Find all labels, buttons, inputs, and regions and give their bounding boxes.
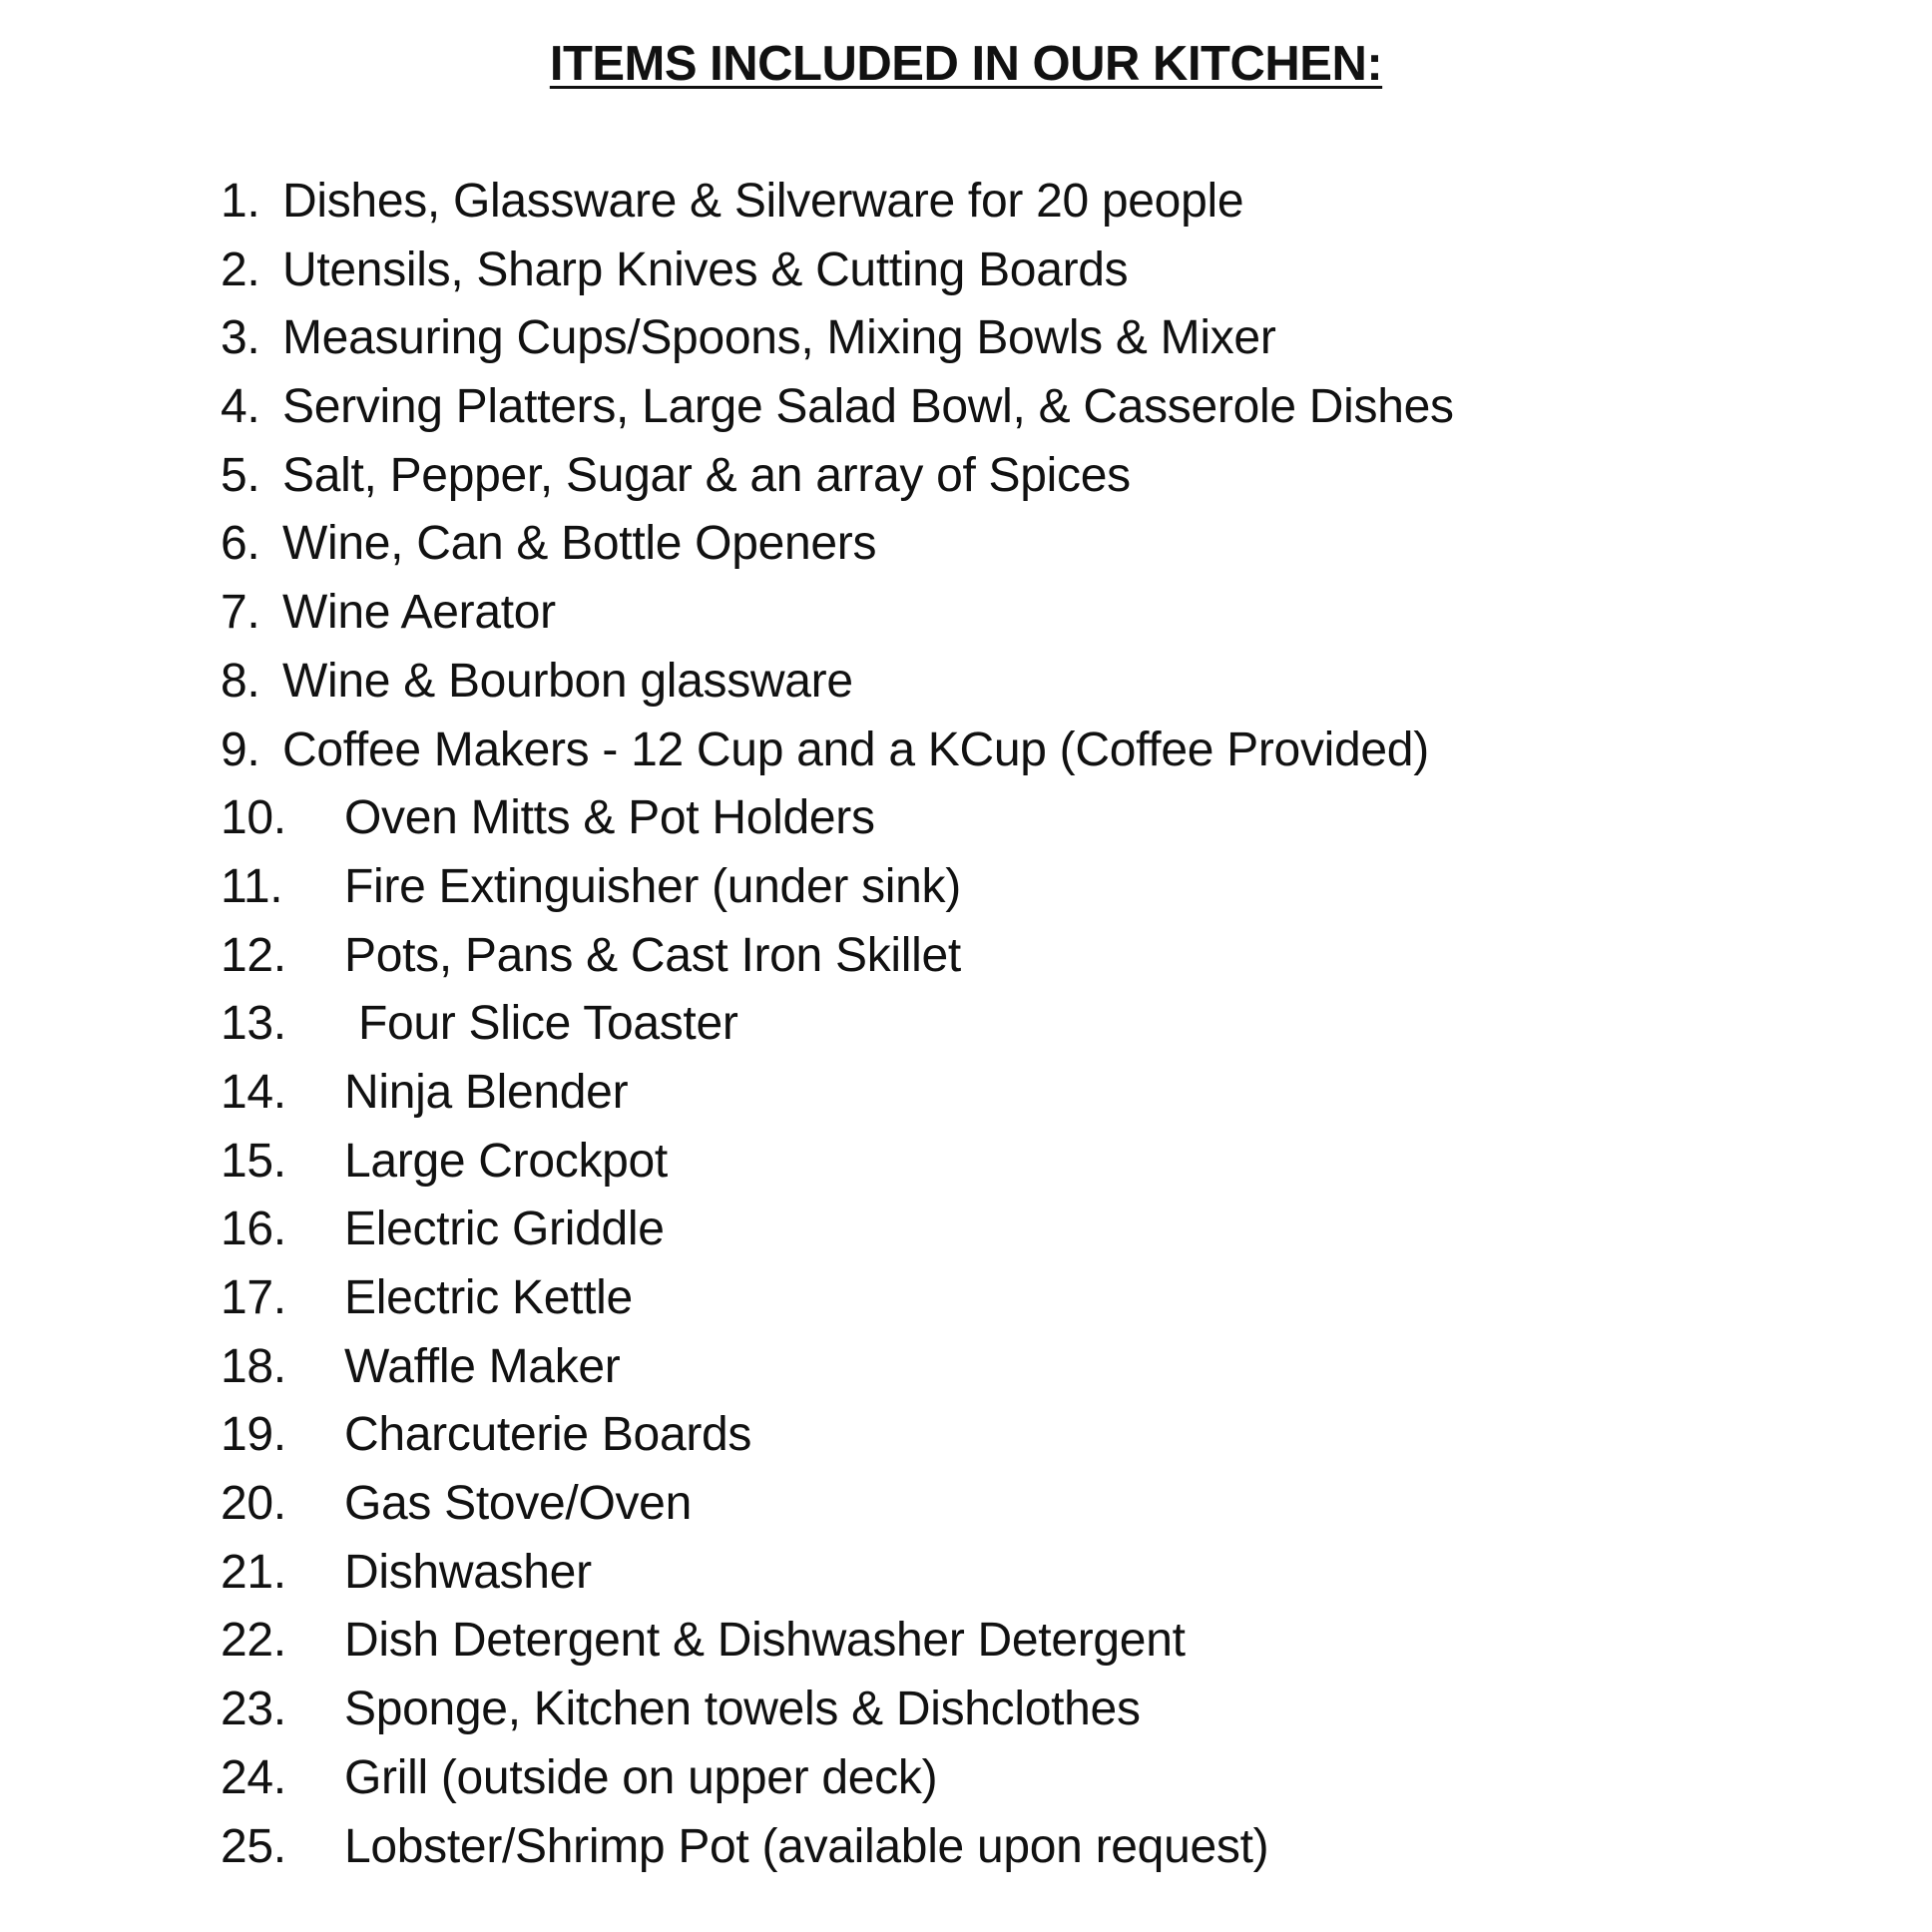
list-item-text: Serving Platters, Large Salad Bowl, & Casserole Dishes (282, 380, 1454, 434)
list-item-number: 14. (221, 1065, 286, 1119)
list-item-number: 10. (221, 791, 286, 845)
page-title: ITEMS INCLUDED IN OUR KITCHEN: (549, 37, 1383, 91)
list-item-number: 24. (221, 1750, 286, 1804)
list-item-text: Oven Mitts & Pot Holders (344, 791, 875, 845)
list-item-number: 11. (221, 859, 283, 913)
list-item-number: 22. (221, 1614, 286, 1668)
list-item-text: Salt, Pepper, Sugar & an array of Spices (282, 448, 1131, 502)
list-item-number: 5. (221, 448, 260, 502)
list-item-number: 19. (221, 1408, 286, 1462)
list-item-text: Pots, Pans & Cast Iron Skillet (344, 928, 961, 982)
list-item-number: 4. (221, 380, 260, 434)
list-item-number: 20. (221, 1477, 286, 1531)
list-item-number: 9. (221, 723, 260, 776)
list-item-text: Electric Griddle (344, 1203, 665, 1256)
list-item-number: 25. (221, 1819, 286, 1873)
list-item-text: Lobster/Shrimp Pot (available upon request) (344, 1819, 1269, 1873)
list-item-number: 6. (221, 517, 260, 571)
list-item-text: Large Crockpot (344, 1134, 668, 1188)
list-item-number: 3. (221, 311, 260, 365)
list-item-text: Electric Kettle (344, 1271, 633, 1324)
list-item-number: 15. (221, 1134, 286, 1188)
list-item-text: Measuring Cups/Spoons, Mixing Bowls & Mixer (282, 311, 1276, 365)
list-item-text: Wine Aerator (282, 586, 556, 640)
list-item-text: Coffee Makers - 12 Cup and a KCup (Coffee Provided) (282, 723, 1429, 776)
list-item-text: Four Slice Toaster (358, 997, 738, 1051)
list-item-number: 2. (221, 242, 260, 296)
list-item-text: Gas Stove/Oven (344, 1477, 692, 1531)
list-item-text: Dish Detergent & Dishwasher Detergent (344, 1614, 1186, 1668)
list-item-number: 17. (221, 1271, 286, 1324)
list-item-number: 7. (221, 586, 260, 640)
list-item-number: 13. (221, 997, 286, 1051)
list-item-text: Ninja Blender (344, 1065, 629, 1119)
list-item-text: Dishes, Glassware & Silverware for 20 people (282, 175, 1244, 228)
list-item-text: Dishwasher (344, 1545, 592, 1599)
list-item-number: 21. (221, 1545, 286, 1599)
list-item-number: 12. (221, 928, 286, 982)
list-item-text: Fire Extinguisher (under sink) (344, 859, 961, 913)
list-item-text: Waffle Maker (344, 1339, 621, 1393)
list-item-number: 23. (221, 1683, 286, 1736)
list-item-number: 16. (221, 1203, 286, 1256)
list-item-text: Sponge, Kitchen towels & Dishclothes (344, 1683, 1141, 1736)
list-item-number: 1. (221, 175, 260, 228)
list-item-number: 8. (221, 654, 260, 708)
list-item-text: Utensils, Sharp Knives & Cutting Boards (282, 242, 1129, 296)
list-item-text: Charcuterie Boards (344, 1408, 752, 1462)
list-item-text: Grill (outside on upper deck) (344, 1750, 938, 1804)
list-item-number: 18. (221, 1339, 286, 1393)
list-item-text: Wine, Can & Bottle Openers (282, 517, 877, 571)
list-item-text: Wine & Bourbon glassware (282, 654, 853, 708)
